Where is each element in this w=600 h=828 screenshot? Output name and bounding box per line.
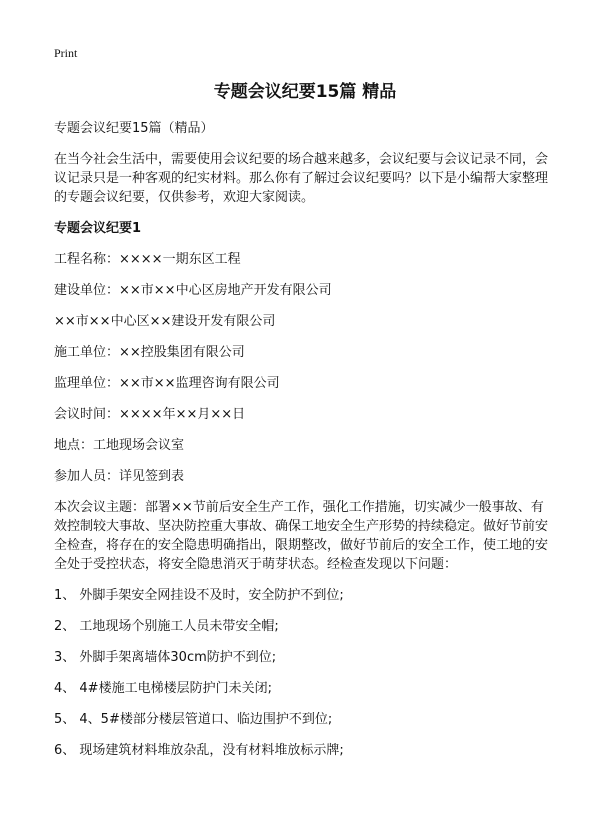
issue-item: 2、 工地现场个别施工人员未带安全帽; (54, 619, 279, 634)
section-heading: 专题会议纪要1 (54, 221, 142, 236)
field-meeting-time: 会议时间：××××年××月××日 (54, 407, 246, 422)
field-developer: 建设单位：××市××中心区房地产开发有限公司 (54, 283, 332, 298)
page-title: 专题会议纪要15篇 精品 (213, 82, 397, 102)
field-attendees: 参加人员：详见签到表 (54, 469, 185, 484)
meeting-theme-paragraph: 本次会议主题：部署××节前后安全生产工作，强化工作措施，切实减少一般事故、有效控制较大事故、坚决防控重大事故、确保工地安全生产形势的持续稳定。做好节前安全检查，将存在的安全隐患明确指出，限期整改，做好节前后的安全工作，使工地的安全处于受控状态，将安全隐患消灭于萌芽状态。经检查发现以下问题： (54, 500, 549, 572)
issue-item: 4、 4#楼施工电梯楼层防护门未关闭; (54, 681, 272, 696)
issue-item: 5、 4、5#楼部分楼层管道口、临边围护不到位; (54, 712, 333, 727)
intro-paragraph: 在当今社会生活中，需要使用会议纪要的场合越来越多，会议纪要与会议记录不同，会议记录只是一种客观的纪实材料。那么你有了解过会议纪要吗？以下是小编帮大家整理的专题会议纪要，仅供参考，欢迎大家阅读。 (54, 152, 549, 205)
issue-item: 6、 现场建筑材料堆放杂乱，没有材料堆放标示牌; (54, 743, 344, 758)
issue-item: 3、 外脚手架离墙体30cm防护不到位; (54, 650, 277, 665)
issue-item: 1、 外脚手架安全网挂设不及时，安全防护不到位; (54, 588, 344, 603)
field-developer-2: ××市××中心区××建设开发有限公司 (54, 314, 276, 329)
field-project-name: 工程名称：××××一期东区工程 (54, 252, 241, 267)
print-label[interactable]: Print (54, 46, 78, 60)
field-location: 地点：工地现场会议室 (54, 438, 185, 453)
doc-subtitle: 专题会议纪要15篇（精品） (54, 121, 214, 136)
field-contractor: 施工单位：××控股集团有限公司 (54, 345, 245, 360)
field-supervisor: 监理单位：××市××监理咨询有限公司 (54, 376, 280, 391)
